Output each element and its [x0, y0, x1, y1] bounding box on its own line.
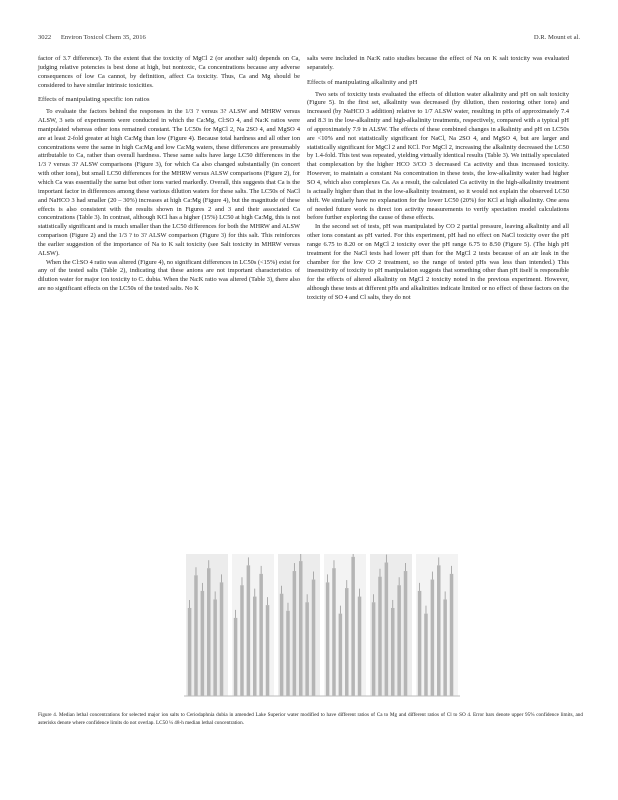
bar: [437, 565, 441, 696]
bar: [247, 565, 251, 696]
figure-4-bar-chart: [176, 548, 468, 706]
bar: [418, 591, 422, 696]
bar: [391, 608, 395, 696]
bar: [293, 571, 297, 696]
bar: [443, 599, 447, 696]
bar: [332, 568, 336, 696]
paragraph: Two sets of toxicity tests evaluated the effects of dilution water alkalinity and pH on salt toxicity (Figure 5). In the first set, alkalinity was decreased (by dilution, then restoring other ions) and increased (by NaHCO 3 addition) relative to 1/7 ALSW water, resulting in pHs of approximately 7.4 and 8.3 in the low-alkalinity and high-alkalinity treatments, respectively, compared with a typical pH of approximately 7.9 in ALSW. The effects of these combined changes in alkalinity and pH on LC50s are <10% and not statistically significant for NaCl, Na 2SO 4, and MgSO 4, but are larger and statistically significant for MgCl 2 and KCl. For MgCl 2, increasing the alkalinity decreased the LC50 by 1.4-fold. This test was repeated, yielding virtually identical results (Table 3). We initially speculated that complexation by the higher HCO 3/CO 3 decreased Ca activity and thus increased toxicity. However, to maintain a constant Na concentration in these tests, the low-alkalinity water had higher SO 4, which also complexes Ca. As a result, the calculated Ca activity in the high-alkalinity treatment is actually higher than that in the low-alkalinity treatment, so it would not explain the observed LC50 shift. We similarly have no explanation for the lower LC50 (20%) for KCl at high alkalinity. One area of needed future work is direct ion activity measurements to verify speciation model calculations before further exploring the cause of these effects.: [307, 90, 569, 222]
right-text-column: [307, 55, 569, 303]
author-running-head: D.R. Mount et al.: [533, 34, 580, 41]
paragraph: factor of 3.7 difference). To the extent that the toxicity of MgCl 2 (or another salt) depends on Ca, judging relative potencies is best done at high, but nontoxic, Ca concentrations because any adverse consequences of low Ca cannot, by definition, affect Ca toxicity. Thus, Ca and Mg should be considered to have similar intrinsic toxicities.: [38, 55, 300, 89]
bar: [305, 602, 309, 696]
bar: [378, 577, 382, 696]
bar: [194, 575, 198, 696]
bar: [450, 574, 454, 696]
bar: [188, 608, 192, 696]
bar: [266, 605, 270, 696]
paragraph: In the second set of tests, pH was manipulated by CO 2 partial pressure, leaving alkalinity and all other ions constant as pH varied. For this experiment, pH had no effect on NaCl toxicity over the pH range 6.75 to 8.20 or on MgCl 2 toxicity over the pH range 6.75 to 8.50 (Figure 5). (The high pH treatment for the NaCl tests had lower pH than for the MgCl 2 tests because of an air leak in the chamber for the low CO 2 treatment, so the range of tested pHs was less than intended.) This insensitivity of toxicity to pH manipulation suggests that something other than pH itself is responsible for the effects of altered alkalinity on MgCl 2 toxicity noted in the previous experiment. However, although these tests at different pHs and alkalinities indicate limited or no effect of these factors on the toxicity of SO 4 and Cl salts, they do not: [307, 223, 569, 301]
bar: [326, 582, 330, 696]
bar: [280, 594, 284, 696]
bar: [220, 582, 224, 696]
bar: [339, 614, 343, 696]
bar: [213, 599, 217, 696]
paragraph: salts were included in Na:K ratio studies because the effect of Na on K salt toxicity was evaluated separately.: [307, 55, 569, 71]
bar: [234, 618, 238, 696]
bar: [312, 580, 316, 696]
figure-caption: Figure 4. Median lethal concentrations for selected major ion salts to Ceriodaphnia dubia in amended Lake Superior water modified to have different ratios of Ca to Mg and different ratios of Cl to SO 4. Error bars denote upper 95% confidence limits, and asterisks denote where confidence limits do not overlap. LC50 ¼ 48-h median lethal concentration.: [38, 712, 583, 726]
paragraph: When the Cl:SO 4 ratio was altered (Figure 4), no significant differences in LC50s (<15%) exist for any of the tested salts (Table 2), indicating that these anions are not important characteristics of dilution water for major ion toxicity to C. dubia. When the Na:K ratio was altered (Table 3), there also are no significant effects on the LC50s of the tested salts. No K: [38, 258, 300, 293]
bar: [201, 591, 205, 696]
running-header: [38, 34, 580, 41]
bar: [385, 563, 389, 696]
section-heading: Effects of manipulating specific ion ratios: [38, 96, 150, 104]
bar: [424, 614, 428, 696]
section-heading: Effects of manipulating alkalinity and pH: [307, 78, 418, 86]
bar: [431, 580, 435, 696]
page-number: 3022: [38, 34, 52, 41]
bar: [253, 597, 257, 696]
bar: [358, 597, 362, 696]
bar: [345, 588, 349, 696]
bar: [207, 568, 211, 696]
bar: [259, 574, 263, 696]
bar: [240, 585, 244, 696]
paragraph: To evaluate the factors behind the responses in the 1/3 ? versus 3? ALSW and MHRW versus ALSW, 3 sets of experiments were conducted in which the Ca:Mg, Cl:SO 4, and Na:K ratios were manipulated whereas other ions remained constant. The LC50s for MgCl 2, Na 2SO 4, and MgSO 4 are at least 2-fold greater at high Ca:Mg than low (Figure 4). Because total hardness and all other ion concentrations were the same in high Ca:Mg and low Ca:Mg waters, these differences are presumably attributable to Ca, rather than overall hardness. These same salts have large LC50 differences in the 1/3 ? versus 3? ALSW comparisons (Figure 3), for which Ca also changed substantially (in concert with other ions), but small LC50 differences for the MHRW versus ALSW comparisons (Figure 2), for which Ca was essentially the same but other ions varied markedly. Overall, this suggests that Ca is the important factor in differences among these various dilution waters for these salts. The LC50s of NaCl and NaHCO 3 had smaller (20 – 30%) increases at high Ca:Mg (Figure 4), but the magnitude of these effects is also consistent with the results shown in Figures 2 and 3 and their associated Ca concentrations (Table 3). In contrast, although KCl has a higher (15%) LC50 at high Ca:Mg, this is not statistically significant and is much smaller than the LC50 differences for both the MHRW and ALSW comparison (Figure 2) and the 1/3 ? to 3? ALSW comparison (Figure 3) for this salt. This reinforces the earlier suggestion of the importance of Na to K salt toxicity (see Salt toxicity in MHRW versus ALSW).: [38, 108, 300, 257]
journal-citation: Environ Toxicol Chem 35, 2016: [60, 34, 146, 41]
bar: [372, 602, 376, 696]
bar: [404, 571, 408, 696]
left-text-column: [38, 55, 300, 294]
bar: [286, 611, 290, 696]
bar: [397, 585, 401, 696]
bar: [351, 557, 355, 696]
bar: [299, 561, 303, 696]
